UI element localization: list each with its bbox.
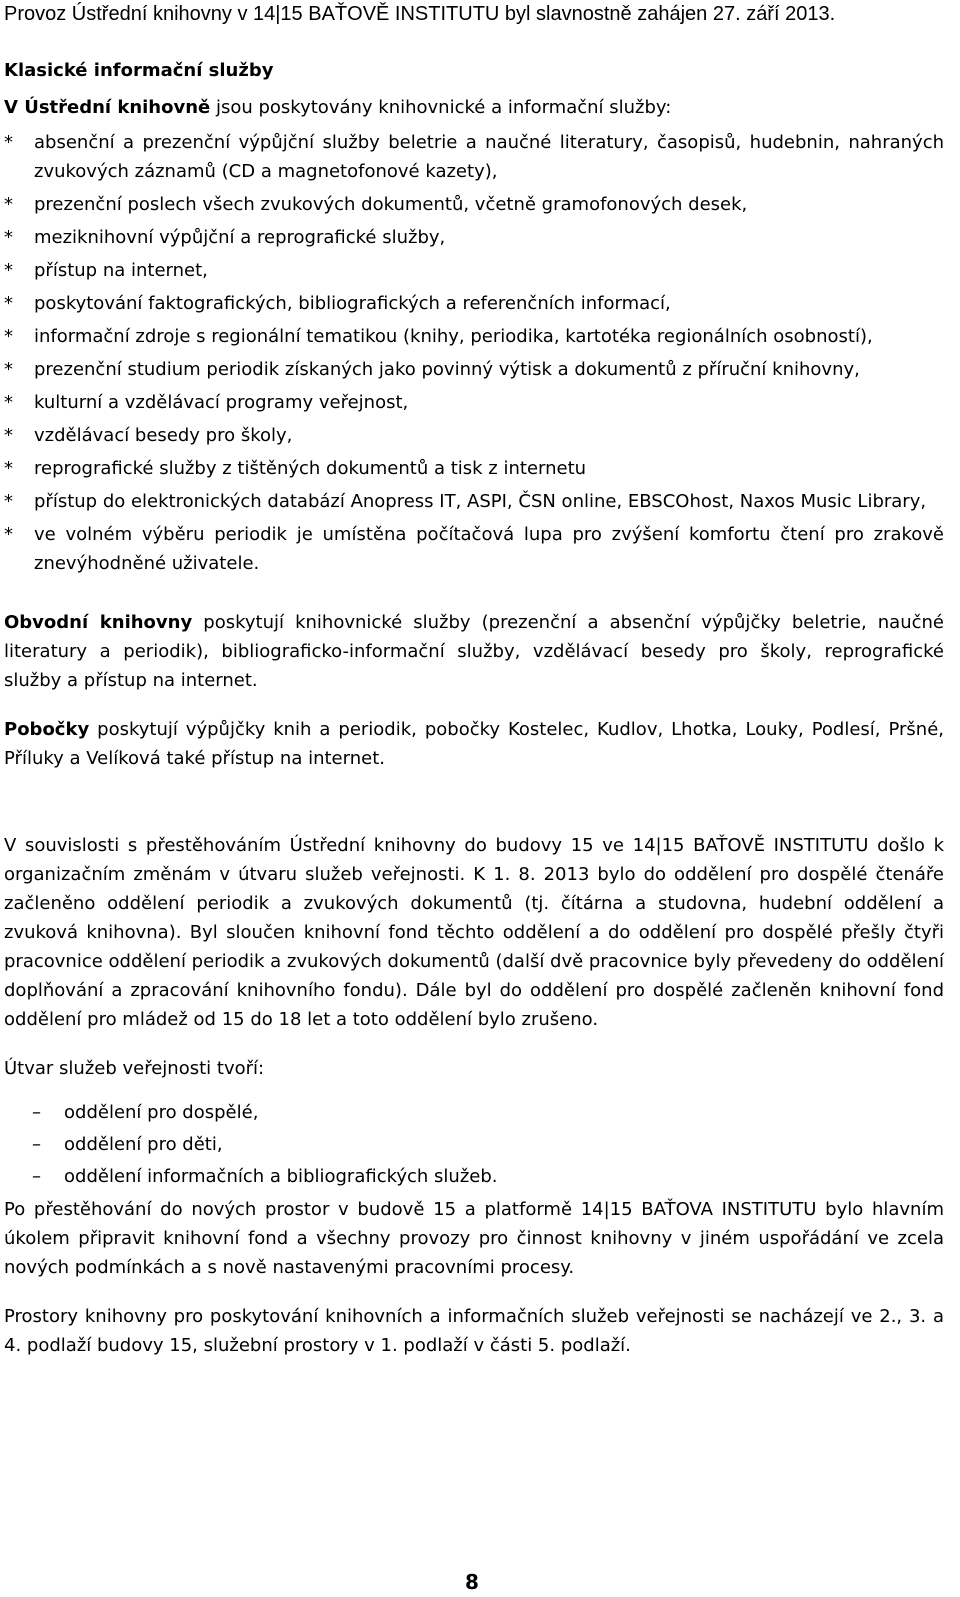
souvislost-paragraph: V souvislosti s přestěhováním Ústřední knihovny do budovy 15 ve 14|15 BAŤOVĚ INSTITUTU došlo k organizačním změnám v útvaru služeb veřejnosti. K 1. 8. 2013 bylo do oddělení pro dospělé čtenáře začleněno oddělení periodik a zvukových dokumentů (tj. čítárna a studovna, hudební oddělení a zvuková knihovna). Byl sloučen knihovní fond těchto oddělení a do oddělení pro dospělé přešly čtyři pracovnice oddělení periodik a zvukových dokumentů (další dvě pracovnice byly převedeny do oddělení doplňování a zpracování knihovního fondu). Dále byl do oddělení pro dospělé začleněn knihovní fond oddělení pro mládež od 15 do 18 let a toto oddělení bylo zrušeno. [4, 835, 944, 1030]
list-item [4, 256, 944, 285]
list-item-text: oddělení informačních a bibliografických služeb. [64, 1166, 498, 1187]
bullet-icon: * [4, 132, 13, 153]
list-item-text: oddělení pro dospělé, [64, 1102, 259, 1123]
list-item [4, 289, 944, 318]
pobocky-bold: Pobočky [4, 719, 90, 740]
list-item [4, 1097, 944, 1129]
list-item-text: přístup na internet, [34, 260, 208, 281]
list-item [4, 190, 944, 219]
pobocky-paragraph [4, 715, 944, 773]
list-item [4, 454, 944, 483]
bullet-icon: * [4, 524, 13, 545]
document-page [4, 0, 944, 1360]
list-item-text: ve volném výběru periodik je umístěna počítačová lupa pro zvýšení komfortu čtení pro zrakově znevýhodněné uživatele. [34, 524, 944, 574]
list-item-text: kulturní a vzdělávací programy veřejnost, [34, 392, 409, 413]
po-prestehovani-paragraph: Po přestěhování do nových prostor v budově 15 a platformě 14|15 BAŤOVA INSTITUTU bylo hlavním úkolem připravit knihovní fond a všechny provozy pro činnost knihovny v jiném uspořádání ve zcela nových podmínkách a s nově nastavenými pracovními procesy. [4, 1199, 944, 1278]
list-item [4, 1161, 944, 1193]
list-item-text: prezenční studium periodik získaných jako povinný výtisk a dokumentů z příruční knihovny, [34, 359, 860, 380]
list-item [4, 388, 944, 417]
page-number: 8 [465, 1570, 479, 1594]
services-list [4, 128, 944, 578]
bullet-icon: * [4, 425, 13, 446]
section-heading: Klasické informační služby [4, 60, 274, 81]
list-item-text: prezenční poslech všech zvukových dokumentů, včetně gramofonových desek, [34, 194, 748, 215]
bullet-icon: * [4, 260, 13, 281]
obvodni-bold: Obvodní knihovny [4, 612, 193, 633]
list-item-text: vzdělávací besedy pro školy, [34, 425, 293, 446]
bullet-icon: * [4, 359, 13, 380]
bullet-icon: * [4, 392, 13, 413]
bullet-icon: * [4, 194, 13, 215]
lead-text: jsou poskytovány knihovnické a informační služby: [210, 97, 672, 118]
list-item-text: informační zdroje s regionální tematikou (knihy, periodika, kartotéka regionálních osobností), [34, 326, 873, 347]
lead-paragraph [4, 93, 944, 122]
bullet-icon: * [4, 326, 13, 347]
list-item [4, 487, 944, 516]
list-item-text: reprografické služby z tištěných dokumentů a tisk z internetu [34, 458, 587, 479]
dash-icon: – [32, 1134, 41, 1155]
dash-icon: – [32, 1166, 41, 1187]
prostory-paragraph: Prostory knihovny pro poskytování knihovních a informačních služeb veřejnosti se nacházejí ve 2., 3. a 4. podlaží budovy 15, služební prostory v 1. podlaží v části 5. podlaží. [4, 1306, 944, 1356]
bullet-icon: * [4, 227, 13, 248]
list-item-text: oddělení pro děti, [64, 1134, 223, 1155]
utvar-heading: Útvar služeb veřejnosti tvoří: [4, 1058, 265, 1079]
departments-list [4, 1097, 944, 1193]
list-item [4, 322, 944, 351]
list-item-text: absenční a prezenční výpůjční služby beletrie a naučné literatury, časopisů, hudebnin, nahraných zvukových záznamů (CD a magnetofonové kazety), [34, 132, 944, 182]
list-item-text: meziknihovní výpůjční a reprografické služby, [34, 227, 446, 248]
list-item [4, 421, 944, 450]
obvodni-text: poskytují knihovnické služby (prezenční a absenční výpůjčky beletrie, naučné literatury a periodik), bibliograficko-informační služby, vzdělávací besedy pro školy, reprografické služby a přístup na internet. [4, 612, 944, 691]
list-item [4, 223, 944, 252]
list-item [4, 128, 944, 186]
bullet-icon: * [4, 458, 13, 479]
list-item-text: přístup do elektronických databází Anopress IT, ASPI, ČSN online, EBSCOhost, Naxos Music Library, [34, 491, 927, 512]
list-item-text: poskytování faktografických, bibliografických a referenčních informací, [34, 293, 671, 314]
lead-bold: V Ústřední knihovně [4, 97, 211, 118]
list-item [4, 1129, 944, 1161]
obvodni-paragraph [4, 608, 944, 695]
dash-icon: – [32, 1102, 41, 1123]
pobocky-text: poskytují výpůjčky knih a periodik, pobočky Kostelec, Kudlov, Lhotka, Louky, Podlesí, Pršné, Příluky a Velíková také přístup na internet. [4, 719, 944, 769]
bullet-icon: * [4, 293, 13, 314]
intro-paragraph: Provoz Ústřední knihovny v 14|15 BAŤOVĚ INSTITUTU byl slavnostně zahájen 27. září 2013. [4, 3, 836, 25]
bullet-icon: * [4, 491, 13, 512]
list-item [4, 355, 944, 384]
list-item [4, 520, 944, 578]
